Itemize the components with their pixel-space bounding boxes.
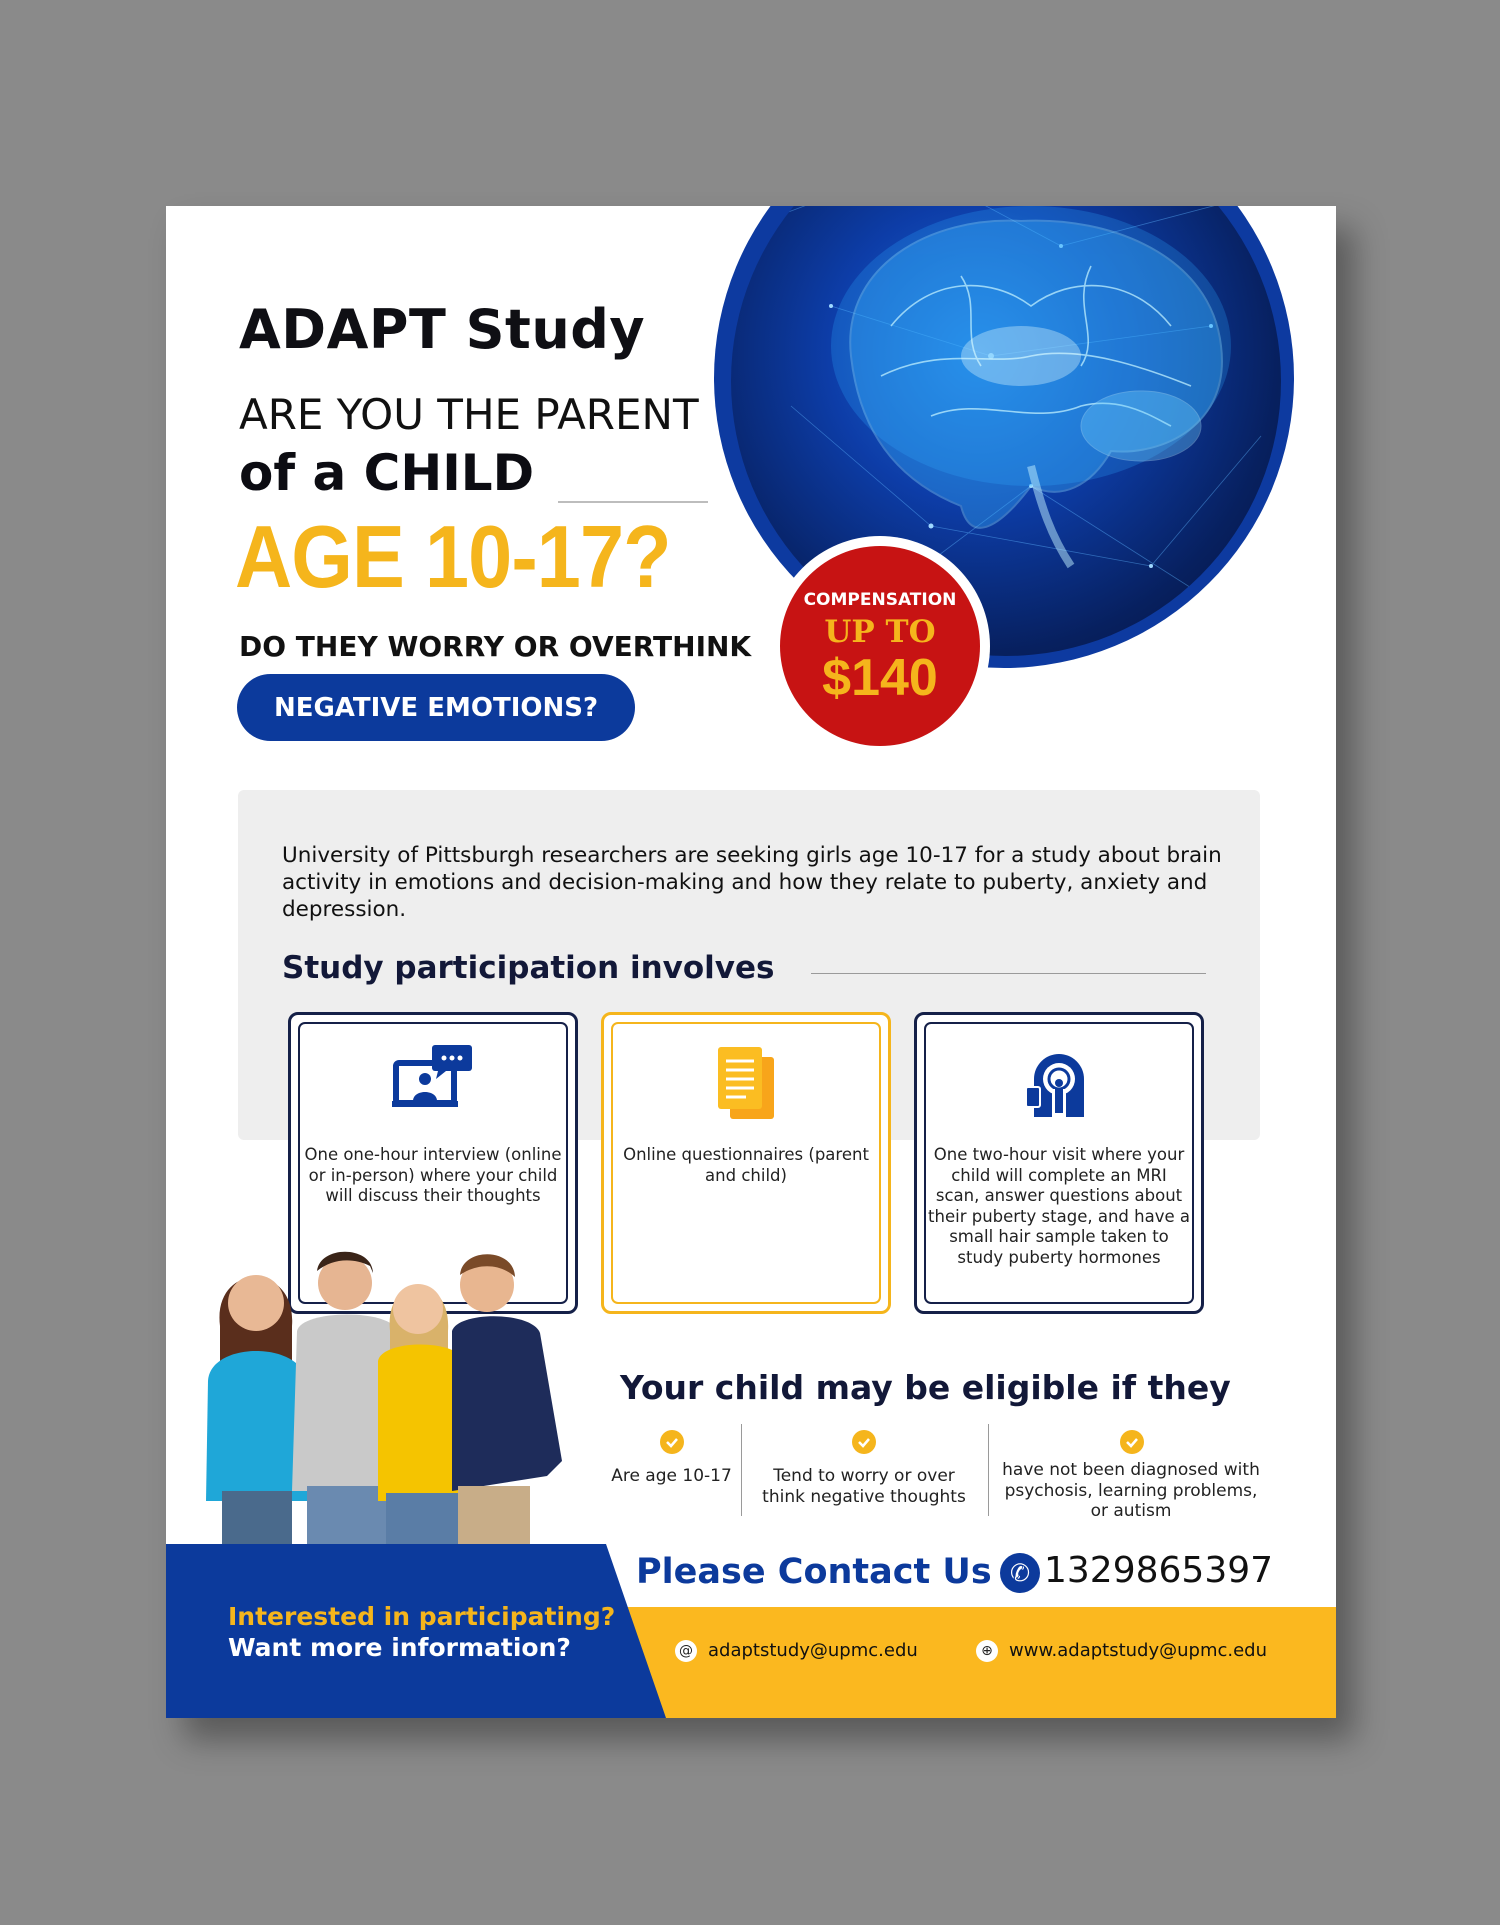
footer-blue-panel [166,1544,666,1718]
eligibility-divider [741,1424,742,1516]
eligibility-title: Your child may be eligible if they [620,1368,1231,1407]
globe-icon: ⊕ [976,1640,998,1662]
documents-icon [716,1045,776,1125]
eligibility-worry: Tend to worry or over think negative thoughts [762,1466,966,1507]
children-photo [202,1231,602,1553]
eligibility-divider [988,1424,989,1516]
contact-label: Please Contact Us [636,1552,992,1592]
compensation-label: COMPENSATION [803,590,957,610]
participation-card-mri [914,1012,1204,1314]
card-questionnaires-text: Online questionnaires (parent and child) [623,1145,869,1185]
flyer [166,206,1336,1718]
headline-age: AGE 10-17? [235,507,671,606]
footer-interested: Interested in participating? [228,1602,616,1631]
card-mri-text: One two-hour visit where your child will complete an MRI scan, answer questions about their puberty stage, and have a small hair sample taken to study puberty hormones [928,1145,1190,1267]
intro-text: University of Pittsburgh researchers are seeking girls age 10-17 for a study about brain activity in emotions and decision-making and how they relate to puberty, anxiety and depression. [282,843,1222,922]
card-interview-text: One one-hour interview (online or in-person) where your child will discuss their thoughts [304,1145,562,1205]
phone-number[interactable]: 1329865397 [1044,1550,1274,1591]
negative-emotions-pill: NEGATIVE EMOTIONS? [237,674,635,741]
check-icon [660,1430,684,1454]
email-icon: @ [675,1640,697,1662]
check-icon [1120,1430,1144,1454]
phone-icon: ✆ [1000,1553,1040,1593]
check-icon [852,1430,876,1454]
participation-divider [811,973,1206,974]
email-link[interactable]: adaptstudy@upmc.edu [708,1640,918,1661]
study-title: ADAPT Study [239,298,646,361]
participation-title: Study participation involves [282,950,775,986]
video-chat-icon [392,1045,474,1115]
compensation-amount: $140 [822,649,938,707]
headline-line-2: of a CHILD [239,444,535,502]
mri-scanner-icon [1026,1045,1092,1125]
website-link[interactable]: www.adaptstudy@upmc.edu [1009,1640,1268,1661]
participation-card-questionnaires [601,1012,891,1314]
headline-divider [558,501,708,503]
compensation-up-to: UP TO [824,614,936,650]
eligibility-age: Are age 10-17 [611,1466,732,1486]
headline-worry: DO THEY WORRY OR OVERTHINK [239,630,752,663]
footer-more-info: Want more information? [228,1633,571,1662]
eligibility-diagnosis: have not been diagnosed with psychosis, learning problems, or autism [1002,1460,1260,1521]
headline-line-1: ARE YOU THE PARENT [239,390,699,439]
